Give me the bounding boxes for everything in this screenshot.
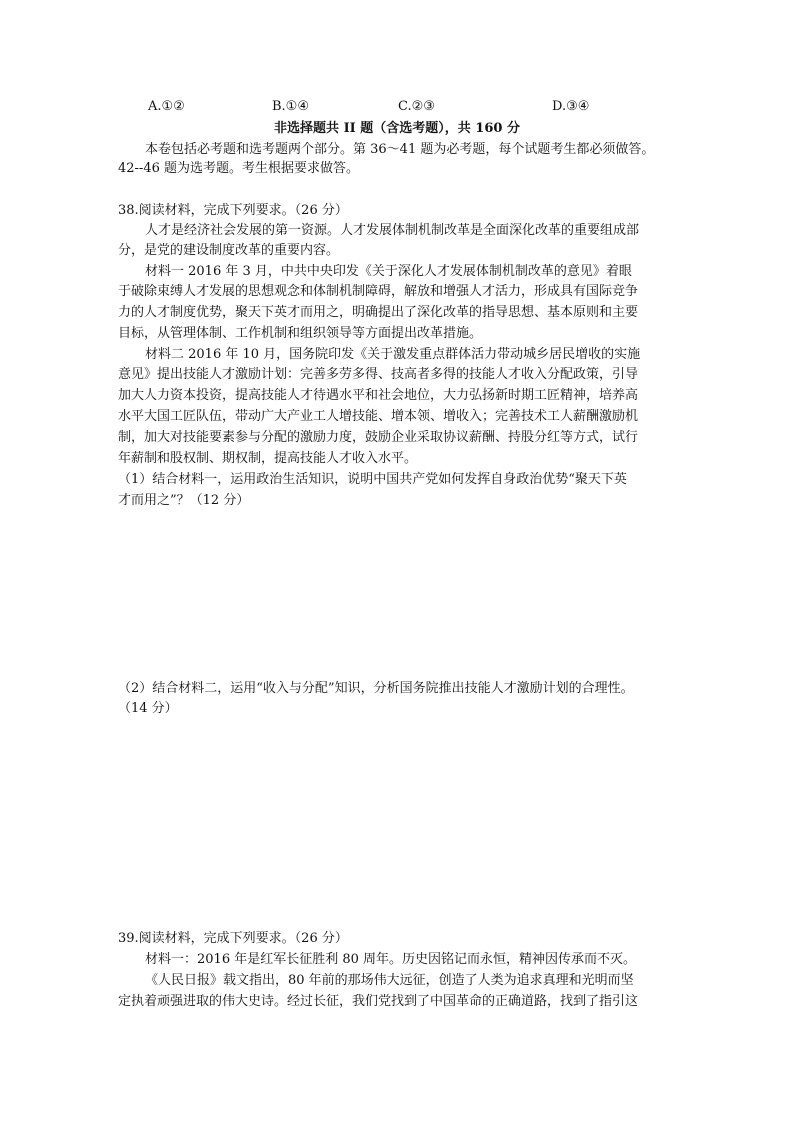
- intro-line: 42--46 题为选考题。考生根据要求做答。: [118, 161, 360, 176]
- q38-subquestion-2-line: （14 分）: [118, 701, 178, 716]
- q39-material1-line: 定执着顽强进取的伟大史诗。经过长征，我们党找到了中国革命的正确道路，找到了指引这: [118, 994, 639, 1009]
- q38-material2-line: 年薪制和股权制、期权制，提高技能人才收入水平。: [118, 451, 418, 466]
- option-c: C.②③: [398, 99, 435, 114]
- q38-paragraph-line: 人才是经济社会发展的第一资源。人才发展体制机制改革是全面深化改革的重要组成部: [145, 223, 640, 238]
- q38-material2-line: 加大人力资本投资，提高技能人才待遇水平和社会地位，大力弘扬新时期工匠精神，培养高: [118, 388, 639, 403]
- answer-options-row: [0, 99, 794, 117]
- q38-material2-line: 水平大国工匠队伍，带动广大产业工人增技能、增本领、增收入；完善技术工人薪酬激励机: [118, 409, 639, 424]
- q38-material1-line: 力的人才制度优势，聚天下英才而用之，明确提出了深化改革的指导思想、基本原则和主要: [118, 305, 639, 320]
- option-a: A.①②: [148, 99, 185, 114]
- intro-line: 本卷包括必考题和选考题两个部分。第 36～41 题为必考题，每个试题考生都必须做答。: [145, 142, 655, 157]
- option-b: B.①④: [272, 99, 309, 114]
- question-39-title: 39.阅读材料，完成下列要求。（26 分）: [118, 931, 348, 946]
- q38-material2-line: 制，加大对技能要素参与分配的激励力度，鼓励企业采取协议薪酬、持股分红等方式，试行: [118, 430, 639, 445]
- q39-material1-line: 材料一：2016 年是红军长征胜利 80 周年。历史因铭记而永恒，精神因传承而不灭。: [145, 952, 637, 967]
- q38-material1-line: 于破除束缚人才发展的思想观念和体制机制障碍，解放和增强人才活力，形成具有国际竞争: [118, 284, 639, 299]
- question-38-title: 38.阅读材料，完成下列要求。（26 分）: [118, 203, 348, 218]
- section-heading: 非选择题共 II 题（含选考题），共 160 分: [274, 121, 520, 136]
- q38-material2-line: 材料二 2016 年 10 月，国务院印发《关于激发重点群体活力带动城乡居民增收的实施: [145, 347, 641, 362]
- q39-material1-line: 《人民日报》载文指出，80 年前的那场伟大远征，创造了人类为追求真理和光明而坚: [145, 973, 634, 988]
- q38-material1-line: 材料一 2016 年 3 月，中共中央印发《关于深化人才发展体制机制改革的意见》着眼: [145, 264, 632, 279]
- q38-material1-line: 目标，从管理体制、工作机制和组织领导等方面提出改革措施。: [118, 326, 483, 341]
- q38-material2-line: 意见》提出技能人才激励计划：完善多劳多得、技高者多得的技能人才收入分配政策，引导: [118, 367, 639, 382]
- q38-subquestion-1-line: 才而用之”？（12 分）: [118, 493, 250, 508]
- q38-subquestion-1-line: （1）结合材料一，运用政治生活知识，说明中国共产党如何发挥自身政治优势“聚天下英: [118, 472, 627, 487]
- q38-paragraph-line: 分，是党的建设制度改革的重要内容。: [118, 243, 340, 258]
- option-d: D.③④: [552, 99, 590, 114]
- q38-subquestion-2-line: （2）结合材料二，运用“收入与分配”知识，分析国务院推出技能人才激励计划的合理性。: [118, 681, 634, 696]
